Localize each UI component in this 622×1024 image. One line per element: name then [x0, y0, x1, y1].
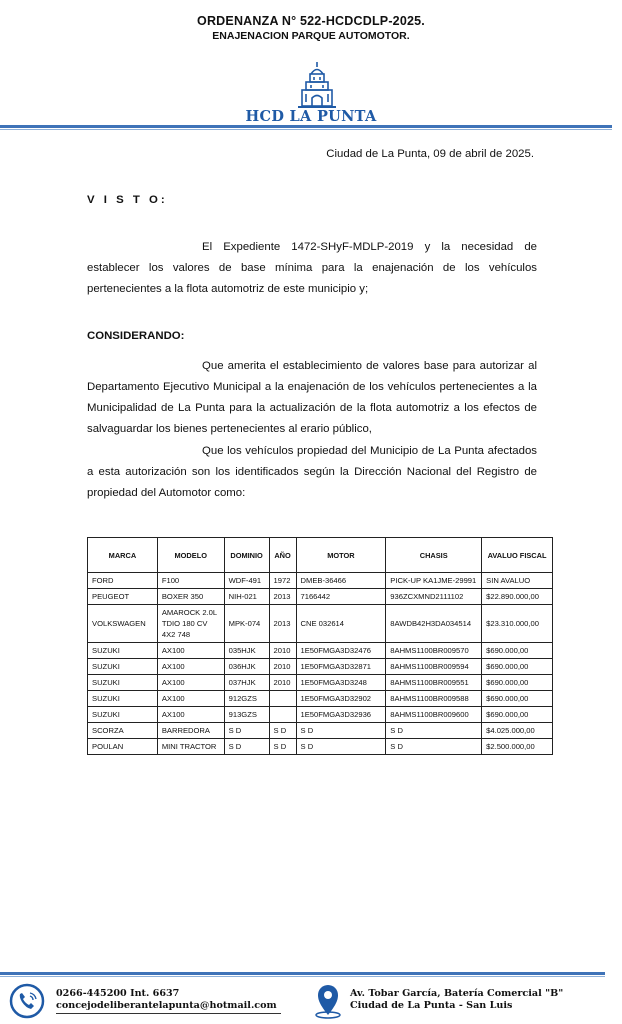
footer-phone: 0266-445200 Int. 6637	[56, 988, 180, 999]
header-dominio: DOMINIO	[224, 538, 269, 573]
phone-icon	[6, 982, 50, 1020]
cell-motor: S D	[296, 723, 386, 739]
cell-avaluo-fiscal: $4.025.000,00	[482, 723, 553, 739]
cell-dominio: 035HJK	[224, 643, 269, 659]
cell-chasis: 8AHMS1100BR009588	[386, 691, 482, 707]
table-row	[88, 739, 553, 755]
cell-modelo: BOXER 350	[157, 589, 224, 605]
cell-modelo: AX100	[157, 659, 224, 675]
cell-marca: SUZUKI	[88, 659, 158, 675]
cell-anio: S D	[269, 739, 296, 755]
cell-chasis: S D	[386, 739, 482, 755]
ordinance-subtitle: ENAJENACION PARQUE AUTOMOTOR.	[212, 30, 410, 42]
cell-avaluo-fiscal: $690.000,00	[482, 675, 553, 691]
table-header-row	[88, 538, 553, 573]
cell-chasis: 8AWDB42H3DA034514	[386, 605, 482, 643]
cell-avaluo-fiscal: $690.000,00	[482, 707, 553, 723]
table-row	[88, 643, 553, 659]
cell-motor: 1E50FMGA3D32871	[296, 659, 386, 675]
cell-avaluo-fiscal: $690.000,00	[482, 691, 553, 707]
cell-modelo: AX100	[157, 675, 224, 691]
cell-motor: 7166442	[296, 589, 386, 605]
cell-marca: SUZUKI	[88, 707, 158, 723]
header-anio: AÑO	[269, 538, 296, 573]
visto-paragraph: El Expediente 1472-SHyF-MDLP-2019 y la necesidad de establecer los valores de base mínima para la enajenación de los vehículos pertenecientes a la flota automotriz de este municipio y;	[87, 241, 537, 295]
cell-marca: SCORZA	[88, 723, 158, 739]
cell-dominio: 036HJK	[224, 659, 269, 675]
header-modelo: MODELO	[157, 538, 224, 573]
town-hall-logo-icon	[292, 60, 342, 110]
cell-avaluo-fiscal: $690.000,00	[482, 643, 553, 659]
cell-marca: FORD	[88, 573, 158, 589]
cell-dominio: S D	[224, 723, 269, 739]
cell-chasis: 8AHMS1100BR009600	[386, 707, 482, 723]
table-row	[88, 675, 553, 691]
cell-dominio: S D	[224, 739, 269, 755]
cell-marca: POULAN	[88, 739, 158, 755]
cell-motor: 1E50FMGA3D32902	[296, 691, 386, 707]
cell-avaluo-fiscal: $690.000,00	[482, 659, 553, 675]
header-chasis: CHASIS	[386, 538, 482, 573]
date-line: Ciudad de La Punta, 09 de abril de 2025.	[326, 148, 534, 160]
footer-email[interactable]: concejodeliberantelapunta@hotmail.com	[56, 1000, 277, 1011]
cell-chasis: 8AHMS1100BR009594	[386, 659, 482, 675]
cell-modelo: BARREDORA	[157, 723, 224, 739]
cell-anio: 2013	[269, 605, 296, 643]
cell-anio	[269, 691, 296, 707]
cell-marca: PEUGEOT	[88, 589, 158, 605]
location-pin-icon	[308, 980, 348, 1020]
cell-motor: S D	[296, 739, 386, 755]
cell-dominio: 912GZS	[224, 691, 269, 707]
cell-chasis: S D	[386, 723, 482, 739]
header-divider	[0, 125, 612, 128]
cell-chasis: 936ZCXMND2111102	[386, 589, 482, 605]
cell-chasis: 8AHMS1100BR009570	[386, 643, 482, 659]
cell-chasis: 8AHMS1100BR009551	[386, 675, 482, 691]
cell-anio: 2010	[269, 675, 296, 691]
ordinance-title: ORDENANZA N° 522-HCDCDLP-2025.	[197, 14, 425, 28]
table-row	[88, 723, 553, 739]
table-body	[88, 573, 553, 755]
cell-modelo: AX100	[157, 691, 224, 707]
considerando-paragraph-1: Que amerita el establecimiento de valores base para autorizar al Departamento Ejecutivo Municipal a la enajenación de los vehículos pertenecientes a la Municipalidad de La Punta para la actualización de la flota automotriz a los efectos de salvaguardar los bienes pertenecientes al erario público,	[87, 360, 537, 435]
footer-address-line-2: Ciudad de La Punta - San Luis	[350, 1000, 513, 1011]
cell-anio: 2010	[269, 643, 296, 659]
considerando-paragraph-2: Que los vehículos propiedad del Municipio de La Punta afectados a esta autorización son los identificados según la Dirección Nacional del Registro de propiedad del Automotor como:	[87, 445, 537, 499]
footer-divider	[0, 972, 605, 975]
cell-motor: CNE 032614	[296, 605, 386, 643]
cell-anio	[269, 707, 296, 723]
table-row	[88, 605, 553, 643]
table-row	[88, 691, 553, 707]
brand-name: HCD LA PUNTA	[245, 108, 377, 125]
cell-modelo: AMAROCK 2.0L TDIO 180 CV 4X2 748	[157, 605, 224, 643]
header-avaluo-fiscal: AVALUO FISCAL	[482, 538, 553, 573]
cell-modelo: AX100	[157, 707, 224, 723]
header-divider-thin	[0, 129, 612, 130]
cell-avaluo-fiscal: SIN AVALUO	[482, 573, 553, 589]
header-marca: MARCA	[88, 538, 158, 573]
cell-avaluo-fiscal: $23.310.000,00	[482, 605, 553, 643]
table-row	[88, 573, 553, 589]
visto-heading: V I S T O:	[87, 194, 168, 206]
cell-anio: 2013	[269, 589, 296, 605]
cell-marca: VOLKSWAGEN	[88, 605, 158, 643]
cell-motor: 1E50FMGA3D32476	[296, 643, 386, 659]
cell-dominio: WDF-491	[224, 573, 269, 589]
cell-dominio: 037HJK	[224, 675, 269, 691]
email-underline	[56, 1013, 281, 1014]
cell-dominio: MPK-074	[224, 605, 269, 643]
cell-marca: SUZUKI	[88, 691, 158, 707]
cell-marca: SUZUKI	[88, 643, 158, 659]
cell-modelo: MINI TRACTOR	[157, 739, 224, 755]
header-motor: MOTOR	[296, 538, 386, 573]
cell-modelo: AX100	[157, 643, 224, 659]
cell-dominio: 913GZS	[224, 707, 269, 723]
cell-motor: 1E50FMGA3D32936	[296, 707, 386, 723]
cell-anio: S D	[269, 723, 296, 739]
cell-marca: SUZUKI	[88, 675, 158, 691]
cell-modelo: F100	[157, 573, 224, 589]
considerando-heading: CONSIDERANDO:	[87, 330, 185, 342]
table-row	[88, 707, 553, 723]
cell-anio: 2010	[269, 659, 296, 675]
cell-motor: DMEB-36466	[296, 573, 386, 589]
footer-divider-thin	[0, 976, 605, 977]
cell-dominio: NIH-021	[224, 589, 269, 605]
table-row	[88, 659, 553, 675]
table-row	[88, 589, 553, 605]
cell-motor: 1E50FMGA3D3248	[296, 675, 386, 691]
cell-chasis: PICK-UP KA1JME-29991	[386, 573, 482, 589]
footer-address-line-1: Av. Tobar García, Batería Comercial "B"	[350, 988, 564, 999]
cell-anio: 1972	[269, 573, 296, 589]
cell-avaluo-fiscal: $22.890.000,00	[482, 589, 553, 605]
vehicle-table	[87, 537, 553, 755]
cell-avaluo-fiscal: $2.500.000,00	[482, 739, 553, 755]
